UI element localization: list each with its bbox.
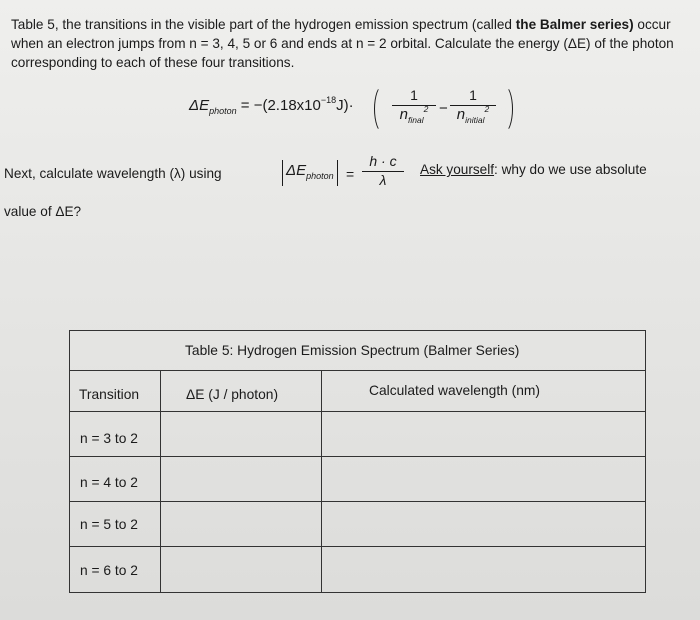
wavelength-equals-sign: = — [346, 166, 355, 182]
initial-fraction-denominator — [450, 106, 496, 123]
absolute-energy-expression — [282, 160, 338, 186]
final-square: 2 — [423, 104, 429, 114]
balmer-series-table — [69, 330, 646, 593]
initial-fraction-numerator: 1 — [469, 87, 477, 103]
ask-yourself-continuation: value of ΔE? — [4, 204, 82, 219]
row-transition-6-to-2: n = 6 to 2 — [80, 563, 138, 578]
minus-sign: − — [439, 100, 448, 117]
final-subscript: final — [408, 115, 424, 125]
row-transition-4-to-2: n = 4 to 2 — [80, 475, 138, 490]
photon-subscript: photon — [209, 106, 237, 116]
right-parenthesis — [495, 85, 513, 133]
initial-subscript: initial — [465, 115, 485, 125]
ask-yourself-prompt — [420, 162, 647, 177]
constant-unit: J)· — [336, 97, 354, 114]
constant-exponent: −18 — [320, 95, 337, 105]
table-row-divider-3 — [70, 546, 645, 547]
energy-equation — [189, 83, 519, 138]
initial-square: 2 — [484, 104, 490, 114]
hc-numerator: h · c — [369, 153, 397, 169]
final-fraction-denominator — [392, 106, 436, 123]
delta-e-symbol: ΔE — [189, 97, 210, 114]
hc-over-lambda-fraction — [362, 153, 404, 188]
ask-yourself-label: Ask yourself — [420, 162, 495, 177]
abs-delta-e-symbol: ΔE — [286, 162, 307, 179]
row-transition-3-to-2: n = 3 to 2 — [80, 431, 138, 446]
left-parenthesis — [374, 85, 392, 133]
table-column-divider-2 — [321, 370, 322, 592]
header-energy: ΔE (J / photon) — [186, 387, 279, 402]
energy-equation-lhs — [189, 97, 354, 114]
intro-bold-balmer: the Balmer series) — [515, 17, 634, 32]
rydberg-constant: = −(2.18x10 — [240, 97, 321, 114]
header-transition: Transition — [79, 387, 140, 402]
n-final-symbol: n — [399, 106, 408, 123]
header-wavelength: Calculated wavelength (nm) — [369, 383, 541, 398]
table-row-divider-2 — [70, 501, 645, 502]
intro-text-2: occur when an electron jumps from n = 3, 4, 5 or 6 and ends at n = 2 orbital. Calculate the energy (ΔE) of the photon corresponding to each of these four transitions. — [11, 17, 674, 70]
table-column-divider-1 — [160, 370, 161, 592]
intro-paragraph — [11, 15, 691, 72]
ask-yourself-question: : why do we use absolute — [494, 162, 647, 177]
table-header-divider — [70, 411, 645, 412]
initial-fraction — [450, 87, 496, 123]
abs-photon-subscript: photon — [306, 171, 334, 181]
n-initial-symbol: n — [456, 106, 466, 123]
table-row-divider-1 — [70, 456, 645, 457]
row-transition-5-to-2: n = 5 to 2 — [80, 517, 138, 532]
intro-text-1: Table 5, the transitions in the visible part of the hydrogen emission spectrum (called — [11, 17, 512, 32]
table-caption-divider — [70, 370, 645, 371]
final-fraction — [392, 87, 436, 123]
final-fraction-numerator: 1 — [410, 87, 418, 103]
lambda-denominator: λ — [379, 172, 387, 188]
table-caption: Table 5: Hydrogen Emission Spectrum (Balmer Series) — [185, 343, 520, 358]
wavelength-instruction: Next, calculate wavelength (λ) using — [4, 166, 222, 181]
